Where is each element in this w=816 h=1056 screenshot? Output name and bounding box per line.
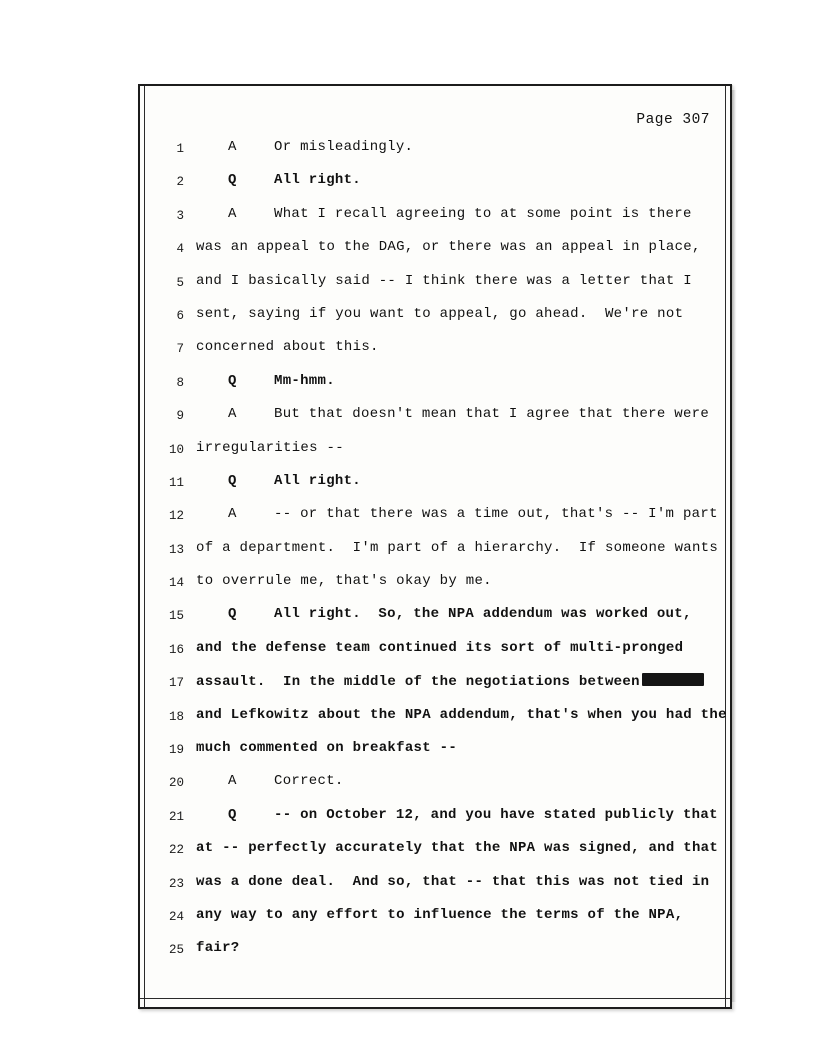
line-number: 7 (176, 342, 184, 357)
speaker-label: A (228, 506, 237, 523)
transcript-line (158, 937, 714, 970)
line-content: All right. (274, 172, 362, 189)
line-number: 17 (168, 676, 184, 691)
line-number: 14 (168, 576, 184, 591)
line-number: 24 (168, 909, 184, 924)
line-text (196, 640, 683, 656)
line-text (196, 440, 344, 456)
transcript-line (158, 704, 727, 737)
line-content: and I basically said -- I think there was a letter that I (196, 272, 692, 289)
transcript-line (158, 336, 714, 369)
line-content: All right. So, the NPA addendum was worked out, (274, 606, 692, 623)
line-content: Or misleadingly. (274, 139, 414, 155)
transcript-line (158, 270, 714, 303)
transcript-line (158, 169, 714, 202)
line-text (196, 239, 701, 255)
line-text (196, 573, 492, 589)
line-text (196, 707, 727, 723)
transcript-line (158, 637, 714, 670)
transcript-line (158, 370, 714, 403)
line-number: 18 (168, 709, 184, 724)
line-number: 12 (168, 509, 184, 524)
line-text (228, 206, 692, 222)
line-content: But that doesn't mean that I agree that there were (274, 406, 710, 423)
speaker-label: A (228, 139, 237, 155)
transcript-line (158, 603, 714, 636)
line-text (196, 840, 718, 856)
line-content: What I recall agreeing to at some point is there (274, 205, 692, 222)
transcript-line (158, 403, 714, 436)
line-content: any way to any effort to influence the terms of the NPA, (196, 906, 684, 923)
line-content: fair? (196, 940, 240, 957)
line-content: sent, saying if you want to appeal, go ahead. We're not (196, 305, 684, 322)
line-text (228, 139, 413, 155)
page-border-bottom-rule (140, 998, 730, 999)
line-text (196, 740, 457, 756)
line-number: 19 (168, 743, 184, 758)
line-number: 21 (168, 809, 184, 824)
line-text (228, 807, 718, 823)
line-number: 22 (168, 843, 184, 858)
transcript-line (158, 570, 714, 603)
line-number: 13 (168, 542, 184, 557)
transcript-line (158, 236, 714, 269)
line-content: much commented on breakfast -- (196, 740, 458, 757)
line-text (228, 373, 335, 389)
line-content: concerned about this. (196, 339, 379, 356)
line-text (228, 773, 344, 789)
transcript-page (138, 84, 732, 1009)
line-number: 23 (168, 876, 184, 891)
line-content: -- or that there was a time out, that's -- I'm part (274, 506, 718, 523)
line-number: 16 (168, 642, 184, 657)
line-content: assault. In the middle of the negotiations between (196, 674, 640, 691)
line-content: and the defense team continued its sort of multi-pronged (196, 639, 684, 656)
transcript-line (158, 737, 714, 770)
line-content: irregularities -- (196, 439, 344, 456)
transcript-line (158, 837, 719, 870)
scan-edge-shadow (732, 90, 736, 1002)
line-number: 15 (168, 609, 184, 624)
line-text (196, 940, 240, 956)
transcript-line (158, 804, 718, 837)
line-number: 4 (176, 242, 184, 257)
line-number: 1 (176, 142, 184, 156)
line-number: 9 (176, 409, 184, 424)
line-text (228, 406, 709, 422)
line-number: 6 (176, 308, 184, 323)
line-text (196, 907, 683, 923)
transcript-body (158, 136, 727, 971)
speaker-label: A (228, 773, 237, 790)
line-content: was a done deal. And so, that -- that this was not tied in (196, 873, 710, 890)
line-number: 2 (176, 175, 184, 190)
line-text (196, 306, 683, 322)
line-content: -- on October 12, and you have stated publicly that (274, 806, 718, 823)
transcript-line (158, 670, 714, 703)
transcript-line (158, 437, 714, 470)
line-content: to overrule me, that's okay by me. (196, 573, 492, 590)
line-number: 25 (168, 943, 184, 958)
speaker-label: A (228, 406, 237, 423)
line-number: 11 (168, 475, 184, 490)
speaker-label: Q (228, 372, 237, 389)
speaker-label: Q (228, 606, 237, 623)
transcript-line (158, 904, 714, 937)
speaker-label: Q (228, 806, 237, 823)
transcript-line (158, 871, 714, 904)
transcript-line (158, 503, 718, 536)
redaction-block (642, 673, 704, 686)
line-content: of a department. I'm part of a hierarchy. If someone wants (196, 539, 719, 556)
page-border-right-rule (725, 86, 726, 1007)
transcript-line (158, 770, 714, 803)
line-text (228, 506, 718, 522)
line-number: 10 (168, 442, 184, 457)
line-content: was an appeal to the DAG, or there was an appeal in place, (196, 239, 701, 256)
line-number: 5 (176, 275, 184, 290)
transcript-line (158, 470, 714, 503)
line-content: and Lefkowitz about the NPA addendum, that's when you had the (196, 706, 727, 723)
speaker-label: Q (228, 172, 237, 189)
speaker-label: A (228, 205, 237, 222)
line-text (196, 273, 692, 289)
speaker-label: Q (228, 472, 237, 489)
line-text (196, 673, 704, 690)
page-number-label: Page 307 (636, 112, 710, 128)
line-number: 8 (176, 375, 184, 390)
transcript-line (158, 537, 719, 570)
line-number: 3 (176, 208, 184, 223)
line-text (196, 874, 709, 890)
line-text (228, 606, 692, 622)
line-text (228, 172, 361, 188)
transcript-line (158, 203, 714, 236)
page-border-left-rule (144, 86, 145, 1007)
line-text (196, 540, 718, 556)
line-content: at -- perfectly accurately that the NPA was signed, and that (196, 840, 719, 857)
line-content: Correct. (274, 773, 344, 790)
transcript-line (158, 136, 714, 169)
line-content: All right. (274, 472, 362, 489)
line-number: 20 (168, 776, 184, 791)
transcript-line (158, 303, 714, 336)
line-text (196, 339, 379, 355)
line-text (228, 473, 361, 489)
line-content: Mm-hmm. (274, 372, 335, 389)
